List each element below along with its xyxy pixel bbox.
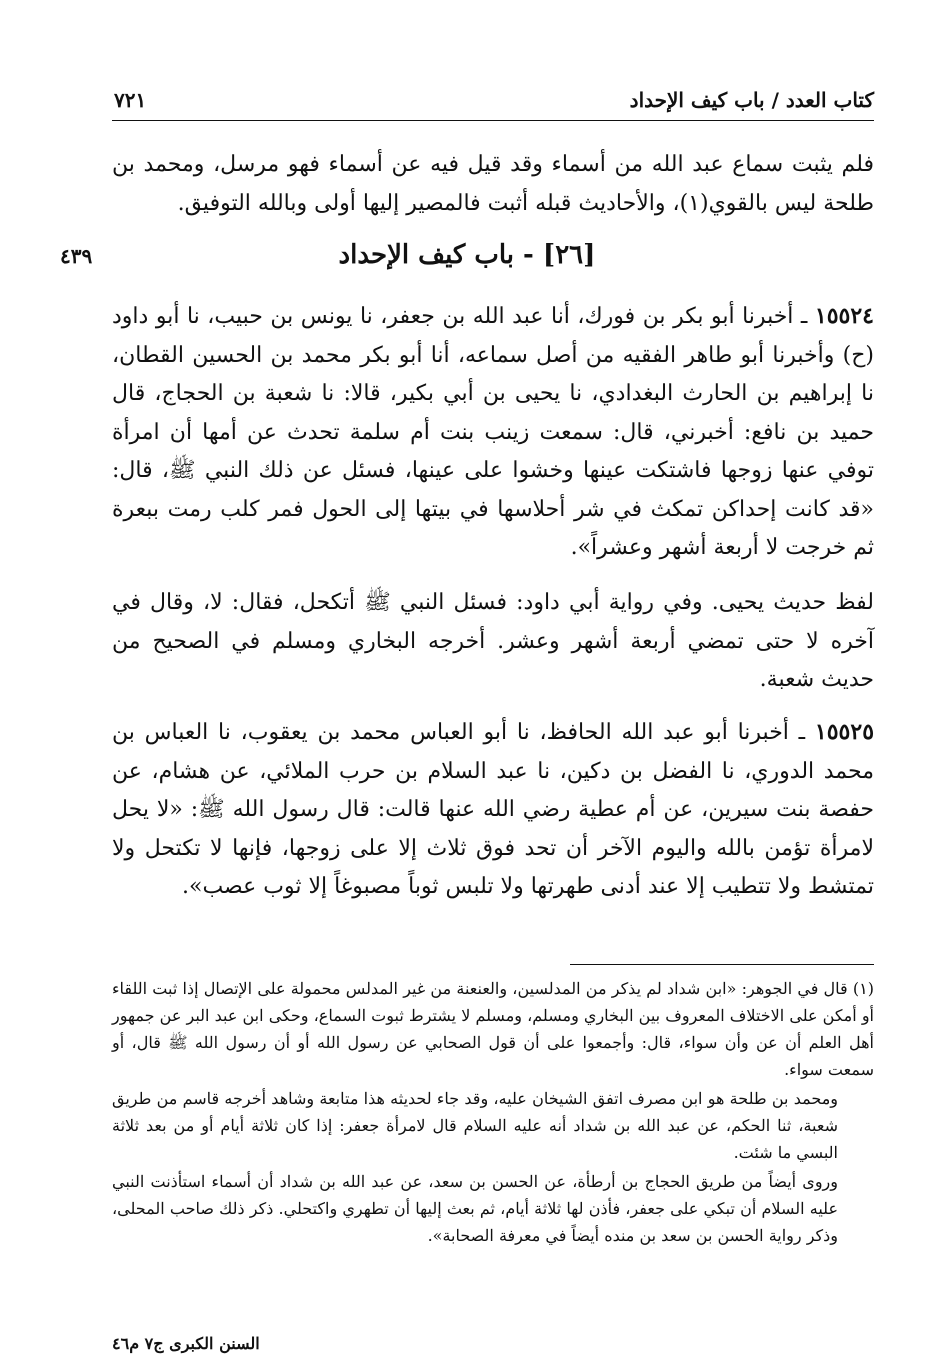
hadith-number: ١٥٥٢٤ [814, 303, 874, 329]
page-number: ٧٢١ [114, 88, 147, 112]
chapter-heading: [٢٦] - باب كيف الإحداد [338, 240, 596, 270]
chapter-heading-row [60, 240, 874, 284]
intro-paragraph: فلم يثبت سماع عبد الله من أسماء وقد قيل فيه عن أسماء فهو مرسل، ومحمد بن طلحة ليس بالقوي(١)، والأحاديث قبله أثبت فالمصير إليها أولى وبالله التوفيق. [112, 152, 874, 216]
signature-mark: السنن الكبرى ج٧ م٤٦ [112, 1334, 260, 1353]
hadith-number: ١٥٥٢٥ [814, 719, 875, 745]
footnotes [112, 975, 874, 1251]
footnote-1-continued-b: وروى أيضاً من طريق الحجاج بن أرطأة، عن الحسن بن سعد، عن عبد الله بن شداد أن أسماء استأذنت النبي عليه السلام أن تبكي على جعفر، فأذن لها ثلاثة أيام، ثم بعث إليها أن تطهري واكتحلي. ذكر ذلك صاحب المحلى، وذكر رواية الحسن بن سعد بن منده أيضاً في معرفة الصحابة». [112, 1172, 838, 1245]
footnote-1: (١) قال في الجوهر: «ابن شداد لم يذكر من المدلسين، والعنعنة من غير المدلس محمولة على الإتصال إذا ثبت اللقاء أو أمكن على الاختلاف المعروف بين البخاري ومسلم، ومسلم لا يشترط ثبوت السماع، وحكى ابن عبد البر عن جمهور أهل العلم أن عن وأن سواء، قال: وأجمعوا على أن قول الصحابي عن رسول الله أو أن رسول الله ﷺ قال، أو سمعت سواء. [112, 979, 875, 1079]
footnote-separator [570, 964, 874, 965]
commentary-paragraph: لفظ حديث يحيى. وفي رواية أبي داود: فسئل النبي ﷺ أتكحل، فقال: لا، وقال في آخره لا حتى تمضي أربعة أشهر وعشر. أخرجه البخاري ومسلم في الصحيح من حديث شعبة. [112, 590, 874, 692]
margin-reference: ٤٣٩ [60, 244, 93, 268]
hadith-text: ـ أخبرنا أبو بكر بن فورك، أنا عبد الله بن جعفر، نا يونس بن حبيب، نا أبو داود (ح) وأخبرنا أبو طاهر الفقيه من أصل سماعه، أنا أبو بكر محمد بن الحسين القطان، نا إبراهيم بن الحارث البغدادي، نا يحيى بن أبي بكير، قالا: نا شعبة بن الحجاج، قال حميد بن نافع: أخبرني، قال: سمعت زينب بنت أم سلمة تحدث عن أمها أن امرأة توفي عنها زوجها فاشتكت عينها وخشوا على عينها، فسئل عن ذلك النبي ﷺ، قال: «قد كانت إحداكن تمكث في شر أحلاسها في بيتها إلى الحول فمر كلب رمت ببعرة ثم خرجت لا أربعة أشهر وعشراً». [112, 304, 874, 560]
hadith-text: ـ أخبرنا أبو عبد الله الحافظ، نا أبو العباس محمد بن يعقوب، نا العباس بن محمد الدوري، نا الفضل بن دكين، نا عبد السلام بن حرب الملائي، عن هشام، عن حفصة بنت سيرين، عن أم عطية رضي الله عنها قالت: قال رسول الله ﷺ: «لا يحل لامرأة تؤمن بالله واليوم الآخر أن تحد فوق ثلاث إلا على زوجها، فإنها لا تكتحل ولا تمتشط ولا تتطيب إلا عند أدنى طهرتها ولا تلبس ثوباً مصبوغاً إلا ثوب عصب». [112, 720, 874, 899]
running-title: كتاب العدد / باب كيف الإحداد [629, 88, 874, 112]
hadith-15524 [112, 297, 874, 568]
running-header [112, 88, 874, 121]
footnote-1-continued-a: ومحمد بن طلحة هو ابن مصرف اتفق الشيخان عليه، وقد جاء لحديثه هذا متابعة وشاهد أخرجه قاسم من طريق شعبة، ثنا الحكم، عن عبد الله بن شداد أنه عليه السلام قال لامرأة جعفر: إذا كان ثلاثة أيام أو من بعد ثلاثة البسي ما شئت. [112, 1089, 838, 1162]
hadith-15525 [112, 713, 874, 907]
